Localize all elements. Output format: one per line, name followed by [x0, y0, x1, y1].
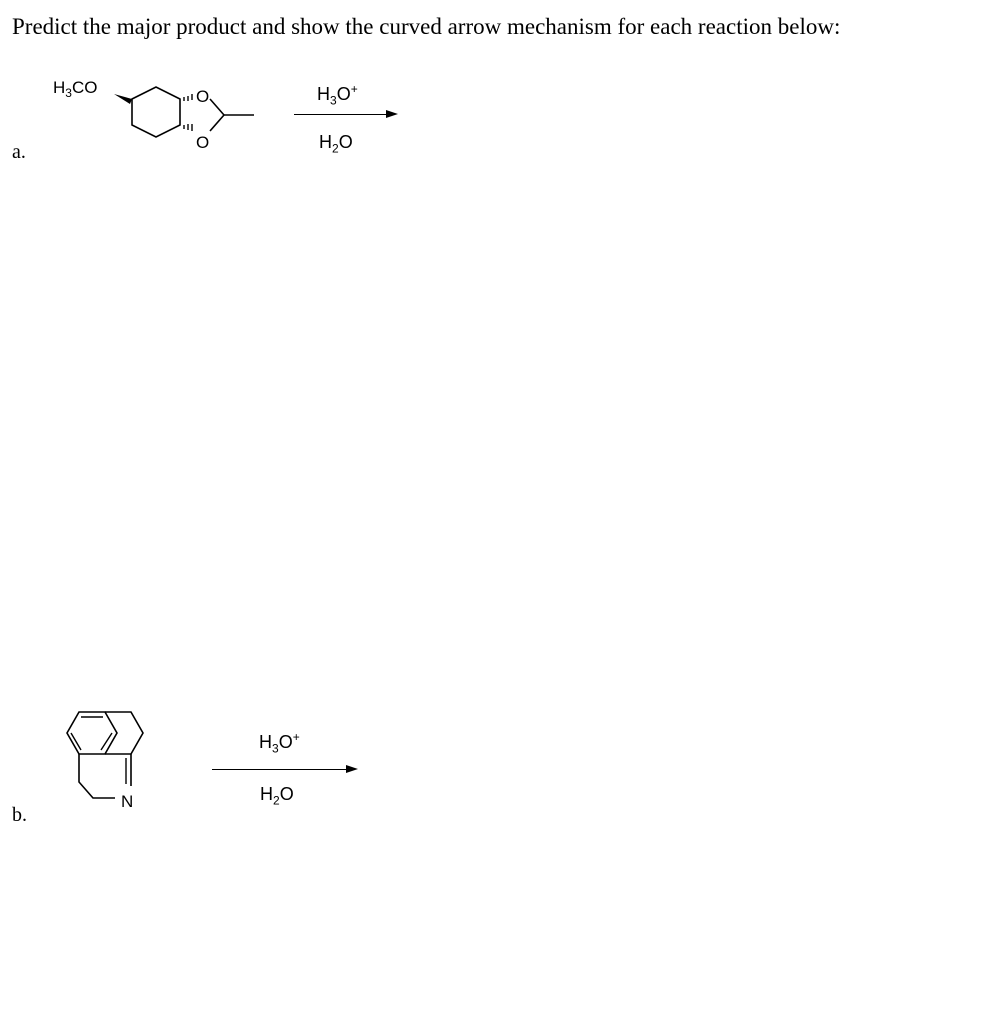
dioxolane-oxygen-bottom: O	[196, 133, 210, 152]
reaction-b-structure	[55, 706, 165, 816]
reaction-b-arrowhead	[346, 765, 358, 773]
dioxolane-oxygen-top: O	[196, 87, 210, 106]
aromatic-double-bond-3	[101, 733, 112, 750]
o-to-acetal-bond-bottom	[210, 115, 224, 131]
imine-nitrogen: N	[121, 792, 134, 811]
instructions-text: Predict the major product and show the curved arrow mechanism for each reaction below:	[12, 14, 841, 39]
benzene-ring	[67, 712, 117, 754]
cyclohexane-ring	[132, 87, 180, 137]
reaction-b-reagent-above: $H_3O^+$	[259, 730, 300, 756]
reaction-a-structure	[50, 75, 260, 165]
lower-ring-left	[79, 754, 115, 798]
reaction-a-arrow	[294, 114, 386, 115]
wedge-bond	[114, 94, 132, 104]
reaction-a-arrowhead	[386, 110, 398, 118]
hashed-bond-top	[184, 94, 192, 101]
reaction-a-reagent-below: $H_2O$	[319, 132, 353, 156]
o-to-acetal-bond-top	[210, 99, 224, 115]
cyclohexane-fused-ring	[105, 712, 143, 754]
reaction-a-reagent-above: $H_3O^+$	[317, 82, 358, 108]
hashed-bond-bottom	[184, 124, 192, 131]
part-b-label: b.	[12, 804, 27, 826]
part-a-label: a.	[12, 141, 26, 163]
methoxy-label: $H_3CO$	[53, 78, 98, 100]
reaction-b-arrow	[212, 769, 346, 770]
reaction-b-reagent-below: $H_2O$	[260, 784, 294, 808]
